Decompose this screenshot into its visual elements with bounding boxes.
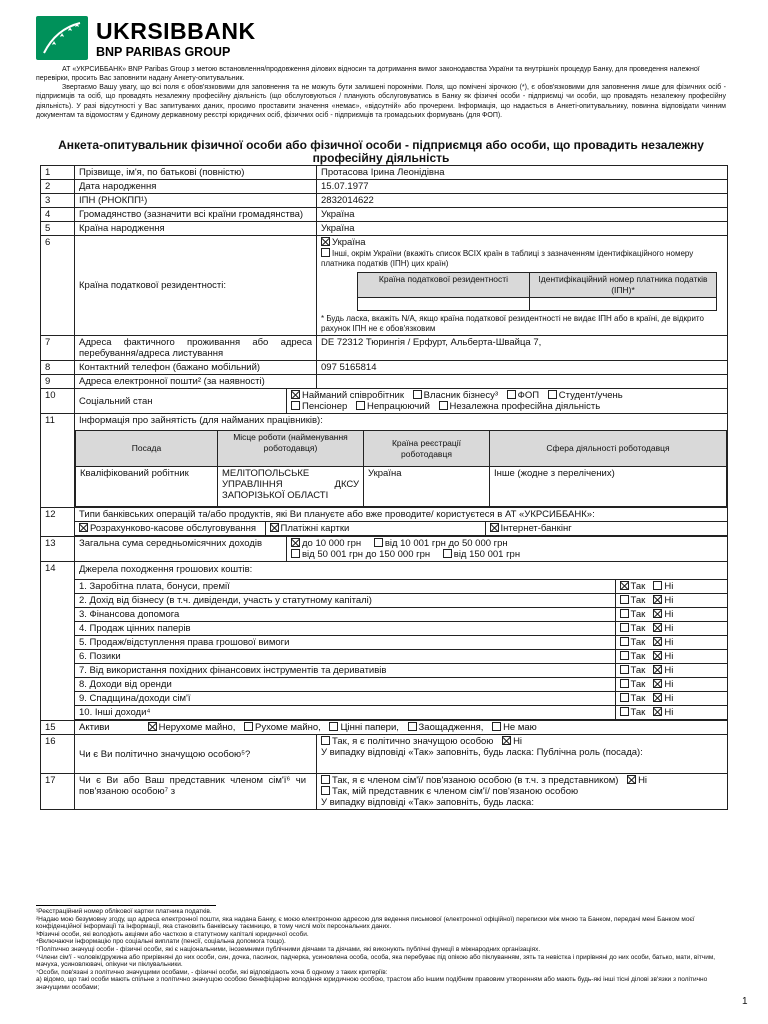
answer-yes: Так <box>630 707 646 718</box>
social-status-label: Соціальний стан <box>75 389 287 414</box>
opt-savings: Заощадження, <box>418 722 484 733</box>
footnote: ⁴Включаючи інформацію про соціальні виплати (пенсії, соціальна допомога тощо). <box>36 938 286 946</box>
tax-country-input[interactable] <box>358 298 530 311</box>
address-label: Адреса фактичного проживання або адреса перебування/адреса листування <box>75 336 317 361</box>
checkbox-icon[interactable] <box>443 549 452 558</box>
row-number: 2 <box>41 180 75 194</box>
opt-movable: Рухоме майно, <box>255 722 321 733</box>
row-number: 14 <box>41 562 75 721</box>
footnote: ⁵Політично значущі особи - фізичні особи, які є національними, іноземними публічними діячами та діячами, які виконують публічні функції в міжнародних організаціях. <box>36 945 541 953</box>
opt-none: Не маю <box>503 722 537 733</box>
checkbox-icon[interactable] <box>620 679 629 688</box>
page-number: 1 <box>742 996 748 1007</box>
tax-residency-cell <box>317 236 728 336</box>
opt-employee: Найманий співробітник <box>302 390 404 401</box>
row-number: 1 <box>41 166 75 180</box>
birth-country-label: Країна народження <box>75 222 317 236</box>
table-row <box>41 208 728 222</box>
answer-no: Ні <box>664 623 674 634</box>
full-name-value[interactable]: Протасова Ірина Леонідівна <box>317 166 728 180</box>
answer-yes: Так <box>630 637 646 648</box>
col-tax-number: Ідентифікаційний номер платника податків (ІПН)* <box>530 273 717 298</box>
opt-cash-services: Розрахунково-касове обслуговування <box>90 523 256 534</box>
footnotes <box>36 908 726 992</box>
birth-date-value[interactable]: 15.07.1977 <box>317 180 728 194</box>
email-value[interactable] <box>317 375 728 389</box>
footnote: ⁷Особи, пов'язані з політично значущими особами, - фізичні особи, які відповідають хоча б одному з таких критеріїв: <box>36 968 388 976</box>
source-answer <box>615 622 727 636</box>
source-row <box>75 650 727 664</box>
checkbox-icon[interactable] <box>620 623 629 632</box>
source-label: 3. Фінансова допомога <box>75 608 615 622</box>
opt-unemployed: Непрацюючий <box>366 401 430 412</box>
row-number: 13 <box>41 537 75 562</box>
footnote: ³Фізичні особи, які володіють акціями або часткою в статутному капіталі юридичної особи. <box>36 930 309 938</box>
table-row <box>41 537 728 562</box>
checkbox-checked-icon[interactable] <box>502 736 511 745</box>
checkbox-icon[interactable] <box>321 736 330 745</box>
row-number: 6 <box>41 236 75 336</box>
source-label: 10. Інші доходи⁴ <box>75 706 615 720</box>
workplace-value[interactable]: МЕЛІТОПОЛЬСЬКЕ УПРАВЛІННЯ ДКСУ ЗАПОРІЗЬКОЇ ОБЛАСТІ <box>218 467 364 507</box>
answer-no: Ні <box>664 581 674 592</box>
footnote-divider <box>36 905 216 906</box>
table-row <box>41 166 728 180</box>
checkbox-icon[interactable] <box>492 722 501 731</box>
family-options <box>317 774 728 810</box>
answer-yes: Так <box>630 623 646 634</box>
tax-id-label: ІПН (РНОКПП¹) <box>75 194 317 208</box>
row-number: 8 <box>41 361 75 375</box>
row-number: 10 <box>41 389 75 414</box>
table-row <box>41 361 728 375</box>
tax-residency-other: Інші, окрім України (вкажіть список ВСІХ країн в таблиці з зазначенням ідентифікаційного номеру платника податків (ІПН) цих країн) <box>321 249 694 268</box>
source-answer <box>615 650 727 664</box>
checkbox-checked-icon[interactable] <box>321 237 330 246</box>
operations-options <box>75 521 727 536</box>
logo-stars-icon <box>36 16 88 60</box>
checkbox-checked-icon[interactable] <box>620 581 629 590</box>
birth-date-label: Дата народження <box>75 180 317 194</box>
funds-sources-cell <box>75 562 728 721</box>
tax-number-input[interactable] <box>530 298 717 311</box>
checkbox-icon[interactable] <box>653 581 662 590</box>
checkbox-icon[interactable] <box>321 248 330 257</box>
family-note: У випадку відповіді «Так» заповніть, будь ласка: <box>321 797 534 808</box>
checkbox-icon[interactable] <box>620 651 629 660</box>
pep-label: Чи є Ви політично значущою особою⁵? <box>75 735 317 774</box>
checkbox-checked-icon[interactable] <box>291 538 300 547</box>
source-label: 6. Позики <box>75 650 615 664</box>
answer-yes: Так <box>630 581 646 592</box>
footnote: ²Надаю мою безумовну згоду, що адреса електронної пошти, яка надана Банку, є моєю електронною адресою для ведення письмової (електронної офіційної) переписки між мною та Банком, передачі мені Банком моєї конфіденційної інформації та інформації, яка становить банківську таємницю, в тому числі моїх персональних даних. <box>36 915 695 931</box>
answer-no: Ні <box>664 595 674 606</box>
answer-no: Ні <box>664 707 674 718</box>
opt-income-1: до 10 000 грн <box>302 538 362 549</box>
footnote: ⁶Члени сім'ї - чоловік/дружина або прирівняні до них особи, син, дочка, пасинок, падчерка, усиновлена особа, особа, яка перебуває під опікою або піклуванням, зять та невістка і прирівняні до них особи, батько, мати, вітчим, мачуха, усиновлювачі, опікуни чи піклувальники. <box>36 953 716 969</box>
phone-value[interactable]: 097 5165814 <box>317 361 728 375</box>
assets-label: Активи <box>79 722 110 733</box>
checkbox-checked-icon[interactable] <box>653 651 662 660</box>
source-row <box>75 608 727 622</box>
table-row <box>41 236 728 336</box>
tax-countries-table <box>357 272 717 311</box>
table-row <box>41 508 728 537</box>
answer-no: Ні <box>664 679 674 690</box>
source-row <box>75 664 727 678</box>
table-row <box>41 735 728 774</box>
checkbox-icon[interactable] <box>408 722 417 731</box>
checkbox-checked-icon[interactable] <box>490 523 499 532</box>
opt-student: Студент/учень <box>558 390 623 401</box>
position-value[interactable]: Кваліфікований робітник <box>76 467 218 507</box>
checkbox-checked-icon[interactable] <box>148 722 157 731</box>
employment-label: Інформація про зайнятість (для найманих працівників): <box>79 415 323 426</box>
col-employer-sector: Сфера діяльності роботодавця <box>490 431 727 467</box>
source-label: 1. Заробітна плата, бонуси, премії <box>75 580 615 594</box>
table-row <box>41 721 728 735</box>
answer-no: Ні <box>664 665 674 676</box>
answer-yes: Так <box>630 609 646 620</box>
col-employer-country: Країна реєстрації роботодавця <box>364 431 490 467</box>
row-number: 4 <box>41 208 75 222</box>
checkbox-icon[interactable] <box>620 595 629 604</box>
tax-residency-ukraine: Україна <box>332 237 366 248</box>
checkbox-checked-icon[interactable] <box>653 623 662 632</box>
full-name-label: Прізвище, ім'я, по батькові (повністю) <box>75 166 317 180</box>
opt-cards: Платіжні картки <box>280 523 350 534</box>
form-title: Анкета-опитувальник фізичної особи або фізичної особи - підприємця або особи, що провадить незалежну професійну діяльність <box>58 138 704 165</box>
opt-pep-no: Ні <box>513 736 523 747</box>
source-label: 8. Доходи від оренди <box>75 678 615 692</box>
checkbox-checked-icon[interactable] <box>653 609 662 618</box>
checkbox-icon[interactable] <box>244 722 253 731</box>
opt-income-4: від 150 001 грн <box>453 549 521 560</box>
table-row <box>41 774 728 810</box>
row-number: 9 <box>41 375 75 389</box>
source-row <box>75 692 727 706</box>
checkbox-checked-icon[interactable] <box>291 390 300 399</box>
employer-country-value[interactable]: Україна <box>364 467 490 507</box>
checkbox-checked-icon[interactable] <box>653 637 662 646</box>
social-status-options <box>287 389 728 414</box>
intro-notice: Звертаємо Вашу увагу, що всі поля є обов'язковими для заповнення та не можуть бути залишені порожніми. Поля, що помічені зірочкою (*), є обов'язковими для заповнення лише для фізичних осіб - підприємців та осіб, що провадять незалежну професійну діяльність (що обслуговуються / планують обслуговуватись в Банку як фізичні особи - підприємці чи особи, що провадять незалежну професійну діяльність). У разі відсутності у Вас запитуваних даних, просимо проставити значення «немає», «відсутній» або прочеркни. Інформація, що надається в Анкеті-опитувальнику, повинна відповідати чинним документам та відомостям у Єдиному державному реєстрі юридичних осіб, фізичних осіб - підприємців та громадських формувань (для ФОП). <box>36 84 726 119</box>
source-answer <box>615 678 727 692</box>
row-number: 5 <box>41 222 75 236</box>
brand-group: BNP PARIBAS GROUP <box>96 45 231 59</box>
checkbox-icon[interactable] <box>620 665 629 674</box>
table-row <box>41 180 728 194</box>
checkbox-icon[interactable] <box>620 707 629 716</box>
phone-label: Контактний телефон (бажано мобільний) <box>75 361 317 375</box>
opt-income-2: від 10 001 грн до 50 000 грн <box>384 538 508 549</box>
answer-yes: Так <box>630 651 646 662</box>
source-row <box>75 622 727 636</box>
answer-no: Ні <box>664 637 674 648</box>
source-answer <box>615 692 727 706</box>
operations-cell <box>75 508 728 537</box>
table-row <box>41 194 728 208</box>
checkbox-checked-icon[interactable] <box>270 523 279 532</box>
income-options <box>287 537 728 562</box>
checkbox-checked-icon[interactable] <box>653 707 662 716</box>
intro-text: АТ «УКРСИББАНК» BNP Paribas Group з метою встановлення/продовження ділових відносин та дотримання вимог законодавства України та внутрішніх процедур Банку, для проведення належної перевірки, просить Вас заповнити надану Анкету-опитувальник. <box>36 66 700 82</box>
opt-business-owner: Власник бізнесу³ <box>423 390 499 401</box>
table-row <box>41 375 728 389</box>
opt-pensioner: Пенсіонер <box>302 401 348 412</box>
checkbox-checked-icon[interactable] <box>653 665 662 674</box>
opt-securities: Цінні папери, <box>340 722 399 733</box>
source-label: 9. Спадщина/доходи сім'ї <box>75 692 615 706</box>
pep-options <box>317 735 728 774</box>
row-number: 3 <box>41 194 75 208</box>
pep-note: У випадку відповіді «Так» заповніть, будь ласка: Публічна роль (посада): <box>321 747 643 758</box>
opt-family-no: Ні <box>638 775 648 786</box>
table-row <box>41 336 728 361</box>
employer-sector-value[interactable]: Інше (жодне з перелічених) <box>490 467 727 507</box>
source-row <box>75 706 727 720</box>
opt-representative-yes: Так, мій представник є членом сім'ї/ пов'язаною особою <box>332 786 579 797</box>
funds-sources-label: Джерела походження грошових коштів: <box>79 564 253 575</box>
row-number: 12 <box>41 508 75 537</box>
answer-no: Ні <box>664 693 674 704</box>
footnote: ¹Реєстраційний номер облікової картки платника податків. <box>36 908 212 915</box>
family-label: Чи є Ви або Ваш представник членом сім'ї⁶ чи пов'язаною особою⁷ з <box>75 774 317 810</box>
answer-yes: Так <box>630 693 646 704</box>
opt-family-yes: Так, я є членом сім'ї/ пов'язаною особою (в т.ч. з представником) <box>332 775 619 786</box>
answer-yes: Так <box>630 679 646 690</box>
checkbox-icon[interactable] <box>374 538 383 547</box>
checkbox-icon[interactable] <box>329 722 338 731</box>
source-row <box>75 594 727 608</box>
funds-sources-table <box>75 579 727 720</box>
answer-no: Ні <box>664 651 674 662</box>
source-label: 5. Продаж/відступлення права грошової вимоги <box>75 636 615 650</box>
row-number: 16 <box>41 735 75 774</box>
row-number: 11 <box>41 414 75 508</box>
source-answer <box>615 608 727 622</box>
employment-table <box>75 430 727 507</box>
address-value[interactable]: DE 72312 Тюрингія / Ерфурт, Альберта-Швайца 7, <box>317 336 728 361</box>
checkbox-icon[interactable] <box>548 390 557 399</box>
answer-yes: Так <box>630 595 646 606</box>
opt-fop: ФОП <box>517 390 540 401</box>
checkbox-icon[interactable] <box>620 609 629 618</box>
source-answer <box>615 636 727 650</box>
brand-name: UKRSIBBANK <box>96 18 256 44</box>
assets-cell <box>75 721 728 735</box>
checkbox-icon[interactable] <box>356 401 365 410</box>
checkbox-icon[interactable] <box>620 637 629 646</box>
citizenship-label: Громадянство (зазначити всі країни громадянства) <box>75 208 317 222</box>
opt-independent: Незалежна професійна діяльність <box>449 401 601 412</box>
table-row <box>41 562 728 721</box>
opt-pep-yes: Так, я є політично значущою особою <box>332 736 494 747</box>
opt-income-3: від 50 001 грн до 150 000 грн <box>302 549 431 560</box>
answer-no: Ні <box>664 609 674 620</box>
answer-yes: Так <box>630 665 646 676</box>
checkbox-icon[interactable] <box>413 390 422 399</box>
checkbox-checked-icon[interactable] <box>653 595 662 604</box>
checkbox-icon[interactable] <box>620 693 629 702</box>
table-row <box>41 414 728 508</box>
operations-label: Типи банківських операцій та/або продуктів, які Ви плануєте або вже проводите/ користуєтеся в АТ «УКРСИББАНК»: <box>79 509 595 520</box>
checkbox-icon[interactable] <box>439 401 448 410</box>
source-row <box>75 636 727 650</box>
row-number: 17 <box>41 774 75 810</box>
source-label: 2. Дохід від бізнесу (в т.ч. дивіденди, участь у статутному капіталі) <box>75 594 615 608</box>
source-answer <box>615 664 727 678</box>
bank-logo <box>36 16 286 62</box>
income-label: Загальна сума середньомісячних доходів <box>75 537 287 562</box>
row-number: 7 <box>41 336 75 361</box>
checkbox-checked-icon[interactable] <box>79 523 88 532</box>
col-tax-country: Країна податкової резидентності <box>358 273 530 298</box>
opt-internet-banking: Інтернет-банкінг <box>500 523 572 534</box>
email-label: Адреса електронної пошти² (за наявності) <box>75 375 317 389</box>
checkbox-checked-icon[interactable] <box>627 775 636 784</box>
checkbox-icon[interactable] <box>291 401 300 410</box>
tax-id-value[interactable]: 2832014622 <box>317 194 728 208</box>
opt-real-estate: Нерухоме майно, <box>158 722 236 733</box>
row-number: 15 <box>41 721 75 735</box>
checkbox-checked-icon[interactable] <box>653 679 662 688</box>
source-row <box>75 678 727 692</box>
checkbox-checked-icon[interactable] <box>653 693 662 702</box>
birth-country-value[interactable]: Україна <box>317 222 728 236</box>
checkbox-icon[interactable] <box>321 786 330 795</box>
tax-note: * Будь ласка, вкажіть N/A, якщо країна податкової резидентності не видає ІПН або в країні, де відкрито рахунок ІПН не є обов'язковим <box>321 314 704 333</box>
source-row <box>75 580 727 594</box>
col-workplace: Місце роботи (найменування роботодавця) <box>218 431 364 467</box>
source-answer <box>615 580 727 594</box>
source-answer <box>615 594 727 608</box>
citizenship-value[interactable]: Україна <box>317 208 728 222</box>
source-label: 7. Від використання похідних фінансових інструментів та деривативів <box>75 664 615 678</box>
checkbox-icon[interactable] <box>321 775 330 784</box>
table-row <box>41 389 728 414</box>
checkbox-icon[interactable] <box>507 390 516 399</box>
questionnaire-table <box>40 165 728 810</box>
tax-residency-label: Країна податкової резидентності: <box>75 236 317 336</box>
source-answer <box>615 706 727 720</box>
employment-cell <box>75 414 728 508</box>
checkbox-icon[interactable] <box>291 549 300 558</box>
col-position: Посада <box>76 431 218 467</box>
source-label: 4. Продаж цінних паперів <box>75 622 615 636</box>
footnote: а) відомо, що такі особи мають спільне з політично значущою особою бенефіціарне володіння юридичною особою, трастом або іншим подібним правовим утворенням або мають будь-які інші тісні ділові зв'язки з політично значущими особами; <box>36 976 708 991</box>
table-row <box>41 222 728 236</box>
